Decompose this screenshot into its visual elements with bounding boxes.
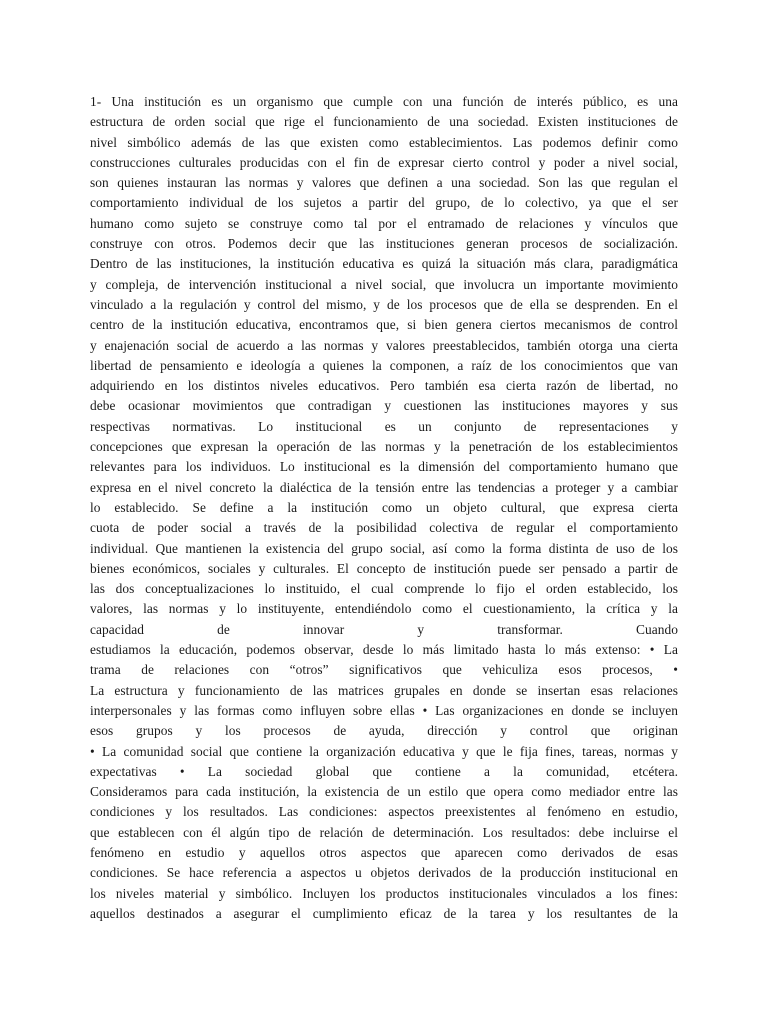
text-line: que establecen con él algún tipo de relación de determinación. Los resultados: debe incluirse el	[90, 824, 678, 840]
text-line: trama de relaciones con “otros” significativos que vehiculiza esos procesos, •	[90, 662, 678, 678]
text-line: concepciones que expresan la operación de las normas y la penetración de los establecimientos	[90, 439, 678, 455]
text-line: cuota de poder social a través de la posibilidad colectiva de regular el comportamiento	[90, 520, 678, 536]
text-line: y compleja, de intervención institucional a nivel social, que involucra un importante movimiento	[90, 276, 678, 292]
text-line: esos grupos y los procesos de ayuda, dirección y control que originan	[90, 723, 678, 739]
text-line: Dentro de las instituciones, la institución educativa es quizá la situación más clara, paradigmática	[90, 256, 678, 272]
text-line: capacidad de innovar y transformar. Cuando	[90, 621, 678, 637]
text-line: estudiamos la educación, podemos observar, desde lo más limitado hasta lo más extenso: • La	[90, 642, 678, 658]
text-line: y enajenación social de acuerdo a las normas y valores preestablecidos, también otorga una cierta	[90, 337, 678, 353]
text-line: libertad de pensamiento e ideología a quienes la componen, a raíz de los conocimientos que van	[90, 357, 678, 373]
text-line: respectivas normativas. Lo institucional es un conjunto de representaciones y	[90, 418, 678, 434]
text-line: lo establecido. Se define a la institución como un objeto cultural, que expresa cierta	[90, 499, 678, 515]
text-line: condiciones. Se hace referencia a aspectos u objetos derivados de la producción institucional en	[90, 865, 678, 881]
text-line: adquiriendo en los distintos niveles educativos. Pero también esa cierta razón de libertad, no	[90, 378, 678, 394]
text-line: debe ocasionar movimientos que contradigan y cuestionen las instituciones mayores y sus	[90, 398, 678, 414]
text-line: construcciones culturales producidas con el fin de expresar cierto control y poder a nivel social,	[90, 154, 678, 170]
text-line: valores, las normas y lo instituyente, entendiéndolo como el cuestionamiento, la crítica y la	[90, 601, 678, 617]
text-line: humano como sujeto se construye como tal por el entramado de relaciones y vínculos que	[90, 215, 678, 231]
text-line: 1- Una institución es un organismo que cumple con una función de interés público, es una	[90, 94, 678, 109]
text-line: nivel simbólico además de las que existen como establecimientos. Las podemos definir como	[90, 134, 678, 150]
text-line: interpersonales y las formas como influyen sobre ellas • Las organizaciones en donde se incluyen	[90, 702, 678, 718]
text-line: expresa en el nivel concreto la dialéctica de la tensión entre las tendencias a proteger y a cambiar	[90, 479, 678, 495]
body-text	[90, 92, 678, 924]
text-line: fenómeno en estudio y aquellos otros aspectos que aparecen como derivados de esas	[90, 844, 678, 860]
text-line: La estructura y funcionamiento de las matrices grupales en donde se insertan esas relaciones	[90, 682, 678, 698]
text-line: relevantes para los individuos. Lo institucional es la dimensión del comportamiento humano que	[90, 459, 678, 475]
text-line: estructura de orden social que rige el funcionamiento de una sociedad. Existen instituciones de	[90, 114, 678, 130]
text-line: aquellos destinados a asegurar el cumplimiento eficaz de la tarea y los resultantes de la	[90, 905, 678, 921]
text-line: son quienes instauran las normas y valores que definen a una sociedad. Son las que regulan el	[90, 175, 678, 191]
text-line: construye con otros. Podemos decir que las instituciones generan procesos de socialización.	[90, 236, 678, 252]
text-line: centro de la institución educativa, encontramos que, si bien genera ciertos mecanismos de control	[90, 317, 678, 333]
text-line: vinculado a la regulación y control del mismo, y de los procesos que de ella se desprenden. En el	[90, 296, 678, 312]
text-line: expectativas • La sociedad global que contiene a la comunidad, etcétera.	[90, 763, 678, 779]
text-line: condiciones y los resultados. Las condiciones: aspectos preexistentes al fenómeno en estudio,	[90, 804, 678, 820]
text-line: los niveles material y simbólico. Incluyen los productos institucionales vinculados a los fines:	[90, 885, 678, 901]
text-line: • La comunidad social que contiene la organización educativa y que le fija fines, tareas, normas y	[90, 743, 678, 759]
text-line: bienes económicos, sociales y culturales. El concepto de institución puede ser pensado a partir de	[90, 560, 678, 576]
text-line: individual. Que mantienen la existencia del grupo social, así como la forma distinta de uso de los	[90, 540, 678, 556]
text-line: Consideramos para cada institución, la existencia de un estilo que opera como mediador entre las	[90, 784, 678, 800]
text-line: las dos conceptualizaciones lo instituido, el cual comprende lo fijo el orden establecido, los	[90, 581, 678, 597]
text-line: comportamiento individual de los sujetos a partir del grupo, de lo colectivo, ya que el ser	[90, 195, 678, 211]
